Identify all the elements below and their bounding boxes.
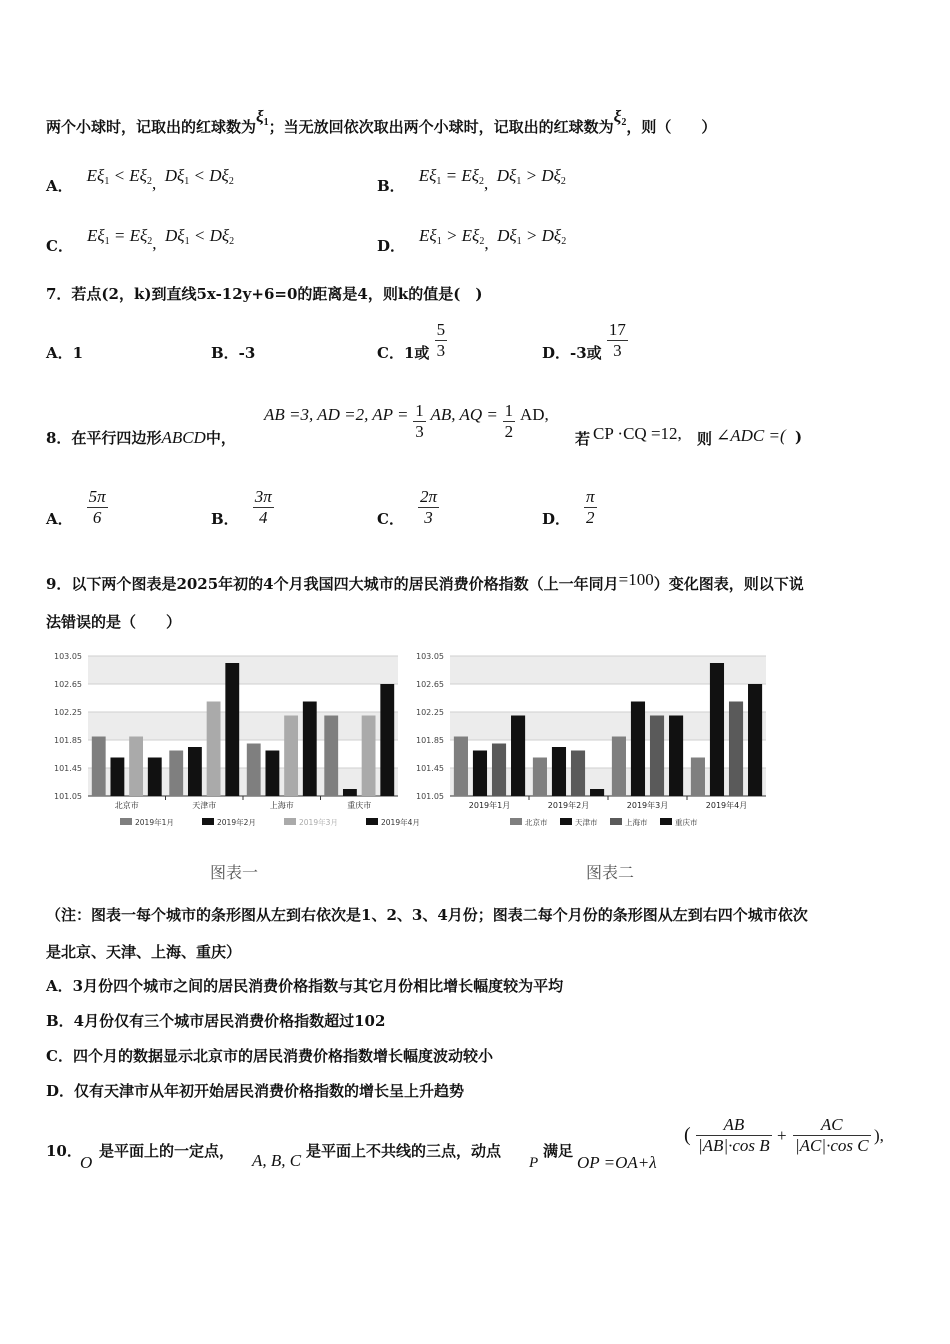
- bar: [324, 716, 338, 797]
- q9-note-line2: 是北京、天津、上海、重庆）: [46, 943, 242, 961]
- q10-open-paren: (: [684, 1124, 691, 1146]
- q7-option-a[interactable]: A．1: [46, 344, 84, 362]
- q7-option-c-fraction: $\frac{5}{3}$: [436, 319, 446, 360]
- q6-stem-part2: ；当无放回依次取出两个小球时，记取出的红球数为: [268, 118, 614, 136]
- chart-one-caption: 图表一: [210, 863, 259, 882]
- grid-band: [88, 684, 398, 712]
- legend-label: 上海市: [625, 818, 648, 827]
- q8-ze: 则: [697, 430, 713, 448]
- q7-option-d-fraction: $\frac{17}{3}$: [608, 319, 626, 360]
- bar: [492, 744, 506, 797]
- y-tick-label: 102.25: [416, 708, 444, 717]
- x-tick-label: 北京市: [114, 801, 139, 810]
- bar: [552, 747, 566, 796]
- xi1-symbol: $\xi_1$: [256, 107, 269, 128]
- x-tick-label: 2019年3月: [626, 801, 669, 810]
- legend-swatch: [284, 818, 296, 825]
- bar: [303, 702, 317, 797]
- y-tick-label: 101.45: [54, 764, 82, 773]
- bar: [169, 751, 183, 797]
- q6-option-formula: $E\xi_1 = E\xi_2$, $D\xi_1 > D\xi_2$: [418, 166, 566, 193]
- q6-option-d[interactable]: D．$E\xi_1 > E\xi_2$, $D\xi_1 > D\xi_2$: [377, 226, 567, 255]
- bar: [247, 744, 261, 797]
- q7-option-d[interactable]: D．-3或 $\frac{17}{3}$: [542, 319, 626, 362]
- legend-swatch: [202, 818, 214, 825]
- y-tick-label: 101.05: [416, 792, 444, 801]
- bar: [590, 789, 604, 796]
- q9-option-d[interactable]: D．仅有天津市从年初开始居民消费价格指数的增长呈上升趋势: [46, 1082, 465, 1100]
- legend-swatch: [510, 818, 522, 825]
- y-tick-label: 101.05: [54, 792, 82, 801]
- q10-fraction1: $\frac{AB}{\text{|AB|·cos B}}$: [698, 1115, 770, 1155]
- q9-option-c[interactable]: C．四个月的数据显示北京市的居民消费价格指数增长幅度波动较小: [46, 1047, 493, 1065]
- bar: [362, 716, 376, 797]
- bar: [691, 758, 705, 797]
- bar: [473, 751, 487, 797]
- q6-option-formula: $E\xi_1 < E\xi_2$, $D\xi_1 < D\xi_2$: [86, 166, 234, 193]
- x-tick-label: 重庆市: [347, 801, 372, 810]
- y-tick-label: 102.65: [54, 680, 82, 689]
- q8-option-c[interactable]: C． $\frac{2\pi}{3}$: [377, 487, 437, 528]
- bar: [669, 716, 683, 797]
- chart-two-caption: 图表二: [586, 863, 635, 882]
- x-tick-label: 2019年4月: [705, 801, 748, 810]
- legend-swatch: [560, 818, 572, 825]
- x-tick-label: 天津市: [192, 801, 217, 810]
- q7-option-c[interactable]: C．1或 $\frac{5}{3}$: [377, 319, 446, 362]
- y-tick-label: 102.65: [416, 680, 444, 689]
- q8-option-d[interactable]: D． $\frac{\pi}{2}$: [542, 487, 595, 528]
- y-tick-label: 101.45: [416, 764, 444, 773]
- q8-option-a[interactable]: A． $\frac{5\pi}{6}$: [46, 487, 106, 528]
- q6-option-a[interactable]: A．$E\xi_1 < E\xi_2$, $D\xi_1 < D\xi_2$: [46, 166, 234, 195]
- legend-label: 2019年1月: [135, 818, 174, 827]
- x-tick-label: 2019年1月: [468, 801, 511, 810]
- q9-stem-line2: 法错误的是（ ）: [46, 613, 182, 631]
- y-tick-label: 102.25: [54, 708, 82, 717]
- bar: [188, 747, 202, 796]
- legend-label: 天津市: [575, 818, 598, 827]
- xi2-symbol: $\xi_2$: [613, 107, 627, 128]
- legend-label: 2019年2月: [217, 818, 256, 827]
- bar: [533, 758, 547, 797]
- bar: [612, 737, 626, 797]
- q10-plus: +: [777, 1126, 787, 1145]
- q9-option-a[interactable]: A．3月份四个城市之间的居民消费价格指数与其它月份相比增长幅度较为平均: [46, 977, 564, 995]
- q6-option-formula: $E\xi_1 = E\xi_2$, $D\xi_1 < D\xi_2$: [86, 226, 235, 253]
- q6-stem-part1: 两个小球时，记取出的红球数为: [46, 118, 257, 136]
- grid-band: [88, 712, 398, 740]
- q8-close-paren: ): [795, 428, 803, 446]
- q7-stem: 7．若点(2，k)到直线5x-12y+6=0的距离是4，则k的值是( ): [46, 285, 483, 303]
- bar: [265, 751, 279, 797]
- q10-expression: OP =OA+λ: [577, 1153, 657, 1172]
- q8-conditions: AB =3, AD =2, AP = $\frac{1}{3}$ AB, AQ = $\frac{1}{2}$ AD,: [264, 401, 549, 441]
- q10-point-o: O: [80, 1153, 93, 1172]
- bar: [343, 789, 357, 796]
- bar: [748, 684, 762, 796]
- bar: [571, 751, 585, 797]
- bar: [729, 702, 743, 797]
- legend-swatch: [366, 818, 378, 825]
- q8-angle: ∠ADC =(: [716, 426, 786, 445]
- bar: [110, 758, 124, 797]
- q10-points-abc: A, B, C: [252, 1151, 302, 1170]
- y-tick-label: 101.85: [54, 736, 82, 745]
- bar: [511, 716, 525, 797]
- q9-eq100: =100: [618, 570, 654, 589]
- q9-note-line1: （注：图表一每个城市的条形图从左到右依次是1、2、3、4月份；图表二每个月份的条形图从左到右四个城市依次: [46, 906, 808, 924]
- bar: [148, 758, 162, 797]
- bar: [207, 702, 221, 797]
- q6-option-c[interactable]: C．$E\xi_1 = E\xi_2$, $D\xi_1 < D\xi_2$: [46, 226, 235, 255]
- q6-stem-part3: ，则（ ）: [626, 118, 717, 136]
- q10-number: 10．: [46, 1142, 82, 1160]
- q8-dot-product: CP ·CQ =12,: [593, 424, 682, 443]
- chart-two: [410, 648, 772, 833]
- legend-label: 重庆市: [675, 818, 698, 827]
- bar: [284, 716, 298, 797]
- q8-stem: 8．在平行四边形ABCD中，: [46, 428, 236, 447]
- legend-swatch: [120, 818, 132, 825]
- y-tick-label: 103.05: [54, 652, 82, 661]
- q10-text3: 满足: [543, 1142, 574, 1160]
- bar: [631, 702, 645, 797]
- legend-swatch: [610, 818, 622, 825]
- q10-close: ),: [874, 1126, 884, 1145]
- q10-text1: 是平面上的一定点，: [99, 1142, 235, 1160]
- x-tick-label: 上海市: [269, 801, 294, 810]
- legend-label: 北京市: [525, 818, 548, 827]
- q10-point-p: P: [529, 1155, 539, 1171]
- bar: [650, 716, 664, 797]
- q9-stem-line1: 9．以下两个图表是2025年初的4个月我国四大城市的居民消费价格指数（上一年同月=100）变化图表，则以下说: [46, 570, 804, 593]
- bar: [129, 737, 143, 797]
- q8-condition-ruo: 若: [575, 430, 591, 448]
- q9-option-b[interactable]: B．4月份仅有三个城市居民消费价格指数超过102: [46, 1012, 386, 1030]
- chart-one: [48, 648, 420, 833]
- q6-stem: [46, 107, 717, 138]
- bar: [380, 684, 394, 796]
- q6-option-b[interactable]: B．$E\xi_1 = E\xi_2$, $D\xi_1 > D\xi_2$: [377, 166, 566, 195]
- y-tick-label: 103.05: [416, 652, 444, 661]
- q8-parallelogram-name: ABCD: [161, 428, 206, 447]
- legend-label: 2019年4月: [381, 818, 420, 827]
- q6-option-formula: $E\xi_1 > E\xi_2$, $D\xi_1 > D\xi_2$: [419, 226, 567, 253]
- legend-label: 2019年3月: [299, 818, 338, 827]
- q8-option-b[interactable]: B． $\frac{3\pi}{4}$: [211, 487, 272, 528]
- q10-fraction2: $\frac{AC}{\text{|AC|·cos C}}$: [795, 1115, 869, 1155]
- grid-band: [88, 656, 398, 684]
- bar: [710, 663, 724, 796]
- q7-option-b[interactable]: B．-3: [211, 344, 256, 362]
- legend-swatch: [660, 818, 672, 825]
- q10-text2: 是平面上不共线的三点，动点: [306, 1142, 502, 1160]
- y-tick-label: 101.85: [416, 736, 444, 745]
- x-tick-label: 2019年2月: [547, 801, 590, 810]
- bar: [225, 663, 239, 796]
- bar: [92, 737, 106, 797]
- bar: [454, 737, 468, 797]
